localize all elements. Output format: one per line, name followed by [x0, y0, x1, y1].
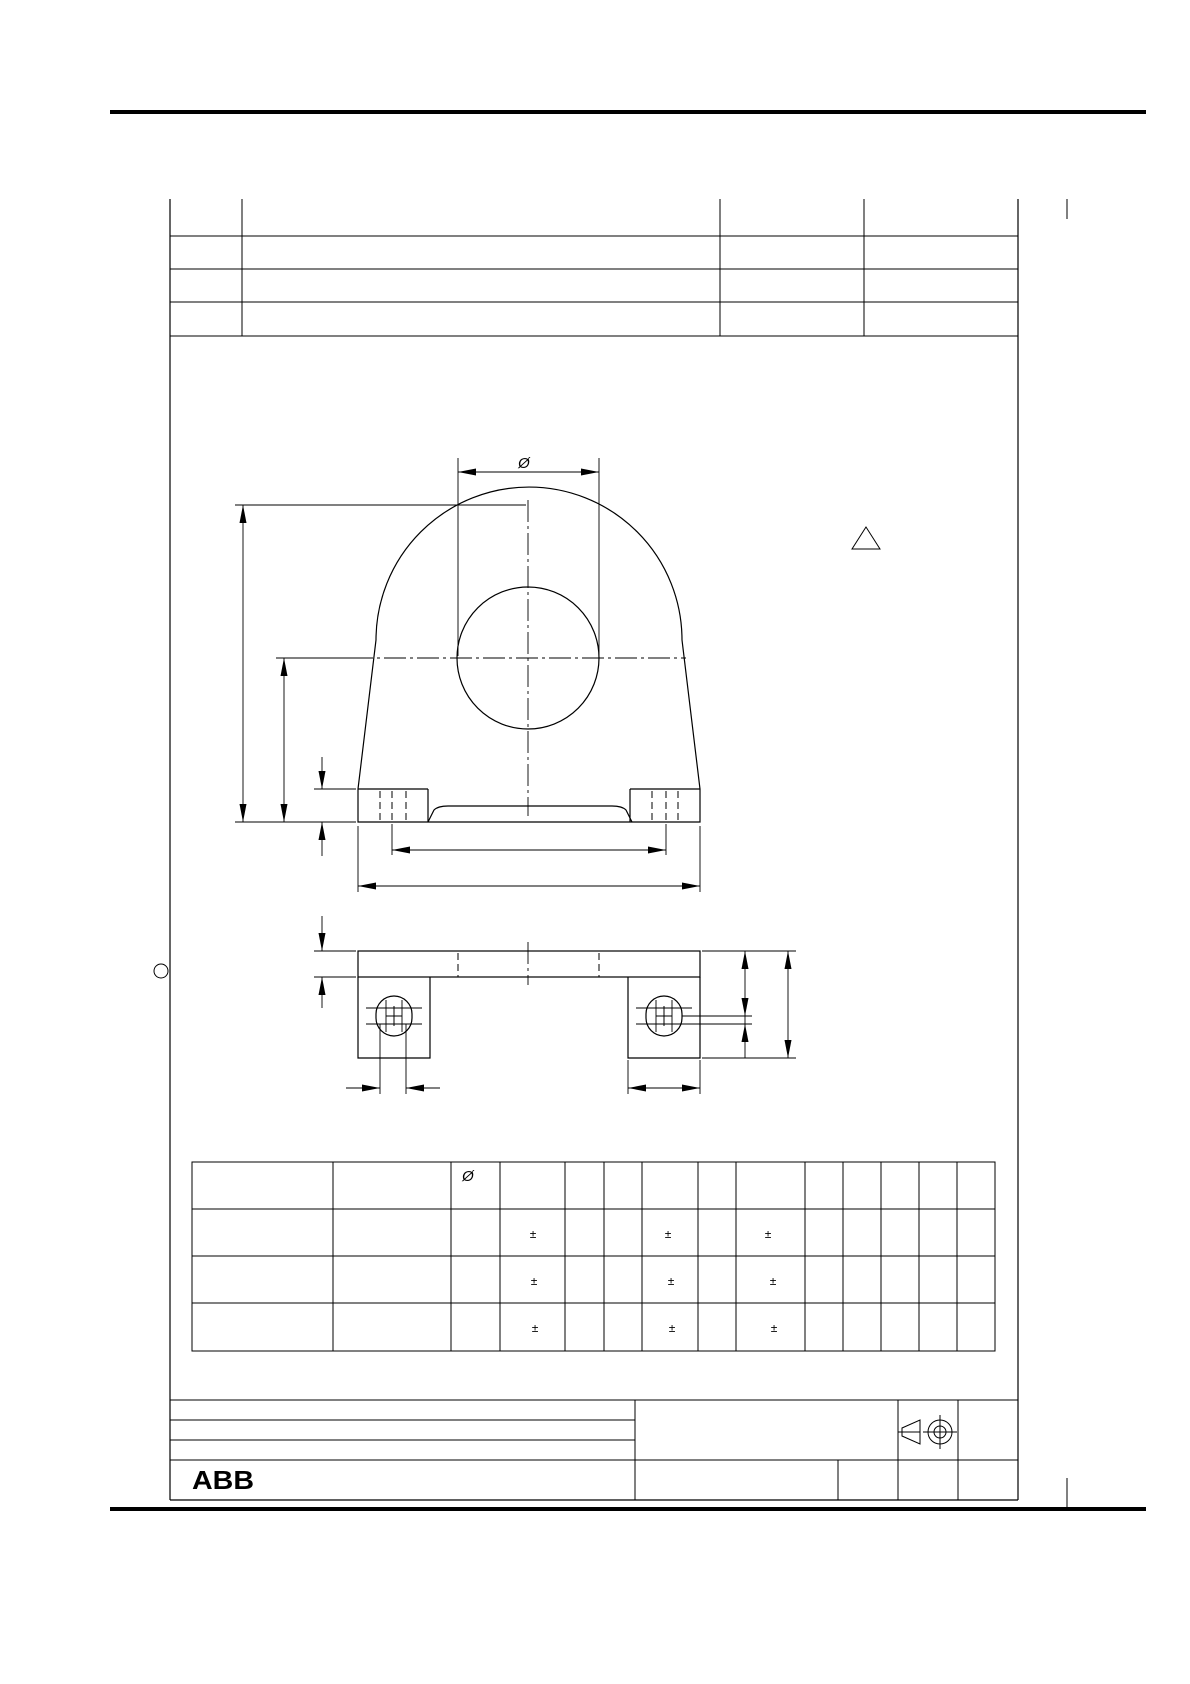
table-diameter-header: Ø	[462, 1168, 474, 1185]
front-view	[285, 487, 700, 822]
page-rules	[110, 112, 1146, 1509]
tolerance-symbol: ±	[668, 1321, 676, 1335]
dimension-table	[192, 1162, 995, 1351]
tolerance-symbol: ±	[769, 1274, 777, 1288]
tolerance-symbol: ±	[764, 1227, 772, 1241]
top-bar	[358, 951, 700, 977]
revision-table	[170, 199, 1018, 336]
tolerance-symbol: ±	[664, 1227, 672, 1241]
tolerance-symbol: ±	[529, 1227, 537, 1241]
housing-outline	[358, 487, 700, 822]
abb-logo: ABB	[192, 1465, 254, 1495]
first-angle-projection-icon	[898, 1415, 957, 1449]
bore-diameter-symbol: Ø	[518, 455, 530, 472]
bottom-recess	[428, 806, 632, 822]
front-view-dimensions	[235, 455, 700, 892]
drawing-border	[170, 199, 1018, 1500]
tolerance-symbol: ±	[530, 1274, 538, 1288]
punch-hole-icon	[154, 964, 168, 978]
bottom-view	[358, 942, 700, 1058]
revision-triangle-icon	[852, 527, 880, 549]
title-block	[170, 1400, 1018, 1500]
tolerance-symbol: ±	[667, 1274, 675, 1288]
tolerance-symbol: ±	[531, 1321, 539, 1335]
tolerance-symbol: ±	[770, 1321, 778, 1335]
